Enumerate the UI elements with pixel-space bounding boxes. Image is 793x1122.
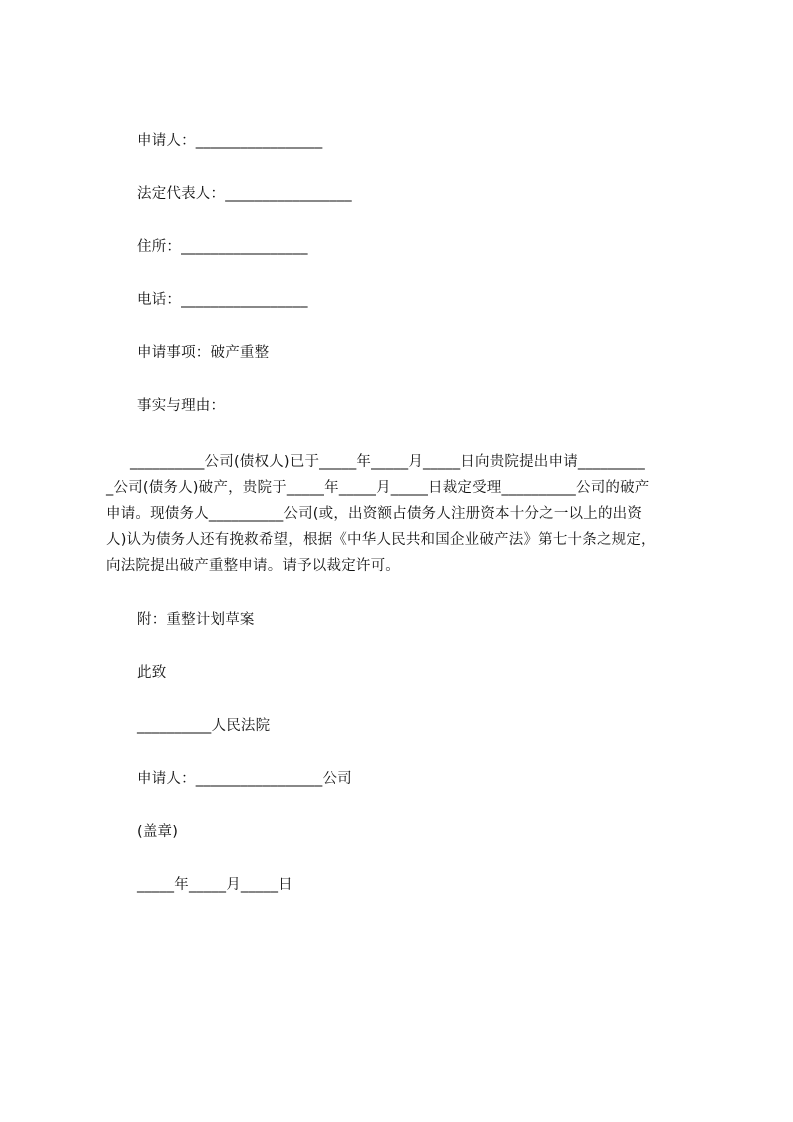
facts-body-row: 申请。现债务人__________公司(或，出资额占债务人注册资本十分之一以上的出资 — [106, 506, 643, 522]
facts-body — [106, 449, 702, 579]
seal-note: (盖章) — [137, 824, 179, 840]
phone-field: 电话：_________________ — [137, 292, 308, 308]
date-field: _____年_____月_____日 — [137, 877, 293, 893]
court-name-field: __________人民法院 — [137, 718, 271, 734]
applicant-signature-field: 申请人：_________________公司 — [137, 771, 352, 787]
legal-representative-field: 法定代表人：_________________ — [137, 186, 352, 202]
application-matter: 申请事项：破产重整 — [137, 345, 270, 361]
applicant-field: 申请人：_________________ — [137, 133, 323, 149]
address-field: 住所：_________________ — [137, 239, 308, 255]
facts-body-row: 人)认为债务人还有挽救希望，根据《中华人民共和国企业破产法》第七十条之规定， — [106, 532, 656, 548]
facts-heading: 事实与理由： — [137, 398, 226, 414]
facts-body-row: 向法院提出破产重整申请。请予以裁定许可。 — [106, 558, 400, 574]
facts-body-row: __________公司(债权人)已于_____年_____月_____日向贵院提出申请_________ — [106, 454, 645, 470]
attachment-note: 附：重整计划草案 — [137, 612, 255, 628]
facts-body-row: _公司(债务人)破产，贵院于_____年_____月_____日裁定受理__________公司的破产 — [106, 480, 650, 496]
salutation: 此致 — [137, 665, 167, 681]
